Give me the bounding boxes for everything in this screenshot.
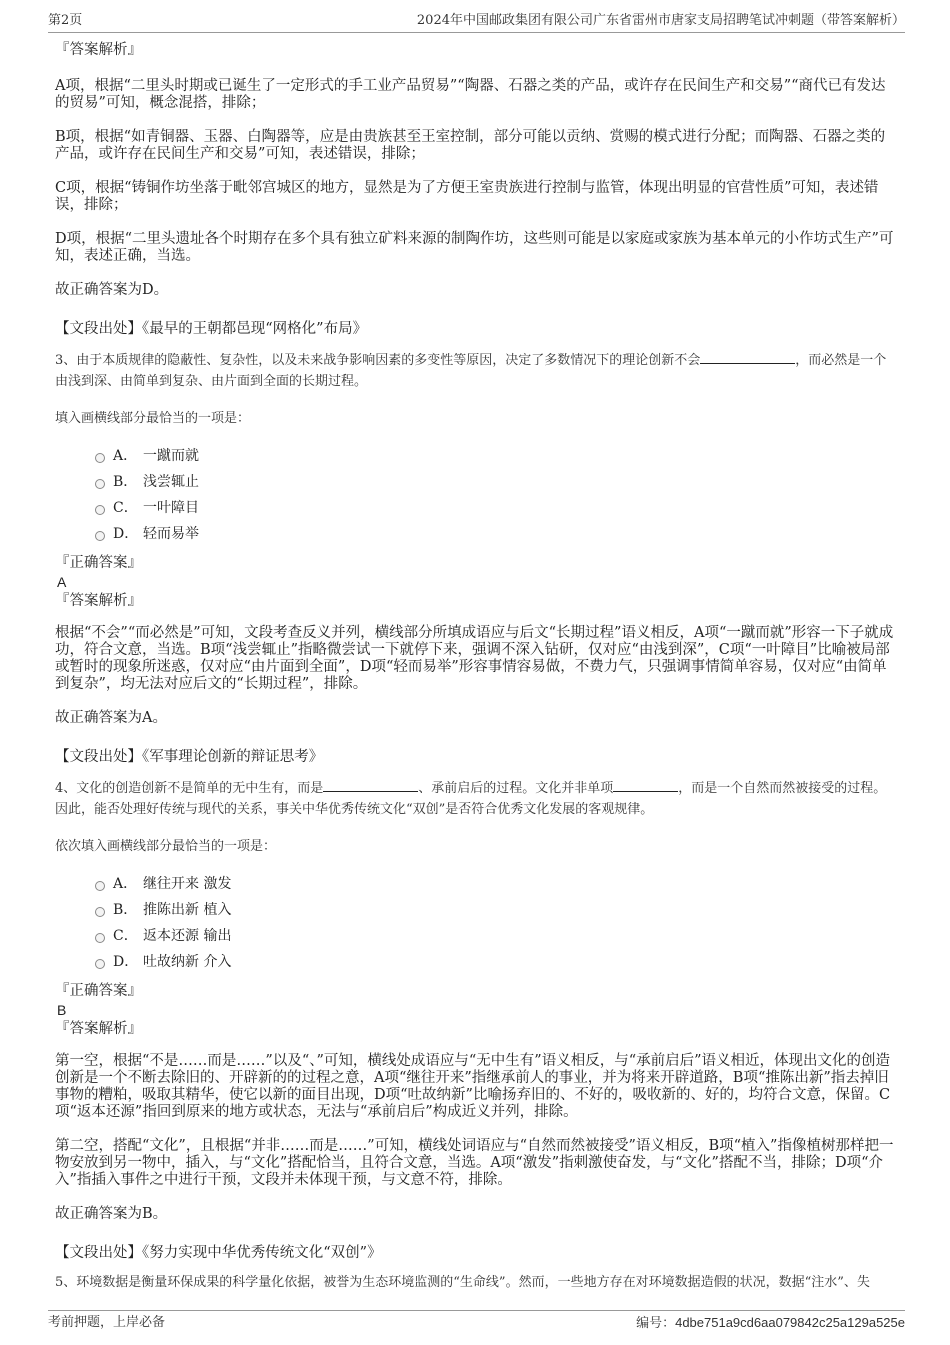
q4-option-b[interactable]: B． 推陈出新 植入 — [95, 897, 895, 923]
footer-slogan: 考前押题，上岸必备 — [48, 1315, 166, 1330]
q2-analysis-label: 『答案解析』 — [55, 42, 142, 58]
q4-correct-label: 『正确答案』 — [55, 983, 142, 999]
q3-conclusion: 故正确答案为A。 — [55, 710, 167, 726]
q4-conclusion: 故正确答案为B。 — [55, 1206, 168, 1222]
radio-button[interactable] — [95, 479, 105, 489]
q3-prompt: 填入画横线部分最恰当的一项是： — [55, 411, 251, 426]
q4-correct-answer: B — [57, 1002, 67, 1018]
q4-options — [95, 871, 895, 975]
document-title: 2024年中国邮政集团有限公司广东省雷州市唐家支局招聘笔试冲刺题（带答案解析） — [416, 13, 905, 28]
page-header — [48, 10, 905, 33]
q3-correct-answer: A — [57, 574, 67, 590]
q4-blank-1 — [323, 779, 418, 792]
q3-correct-label: 『正确答案』 — [55, 555, 142, 571]
page-number: 第2页 — [48, 13, 83, 28]
radio-button[interactable] — [95, 959, 105, 969]
q3-analysis-label: 『答案解析』 — [55, 593, 142, 609]
q4-analysis-1: 第一空，根据“不是……而是……”以及“、”可知，横线处成语应与“无中生有”语义相反，与“承前启后”语义相近，体现出文化的创造创新是一个不断去除旧的、开辟新的的过程之意，A项“继往开来”指继承前人的事业，并为将来开辟道路，B项“推陈出新”指去掉旧事物的糟粕，吸取其精华，使它以新的面目出现，D项“吐故纳新”比喻扬弃旧的、不好的，吸收新的、好的，均符合文意，保留。C项“返本还源”指回到原来的地方或状态，无法与“承前启后”构成近义并列，排除。 — [55, 1053, 891, 1120]
q2-source: 【文段出处】《最早的王朝都邑现“网格化”布局》 — [55, 321, 368, 337]
page-footer — [48, 1310, 905, 1335]
q3-source: 【文段出处】《军事理论创新的辩证思考》 — [55, 749, 324, 765]
q3-option-b[interactable]: B． 浅尝辄止 — [95, 469, 895, 495]
radio-button[interactable] — [95, 933, 105, 943]
q3-analysis: 根据“不会”“而必然是”可知，文段考查反义并列，横线部分所填成语应与后文“长期过程”语义相反，A项“一蹴而就”形容一下子就成功，符合文意，当选。B项“浅尝辄止”指略微尝试一下就停下来，强调不深入钻研，仅对应“由浅到深”，C项“一叶障目”比喻被局部或暂时的现象所迷惑，仅对应“由片面到全面”，D项“轻而易举”形容事情容易做，不费力气，只强调事情简单容易，仅对应“由简单到复杂”，均无法对应后文的“长期过程”，排除。 — [55, 625, 894, 692]
radio-button[interactable] — [95, 881, 105, 891]
q2-analysis-c: C项，根据“铸铜作坊坐落于毗邻宫城区的地方，显然是为了方便王室贵族进行控制与监管，体现出明显的官营性质”可知，表述错误，排除； — [55, 180, 879, 213]
footer-code: 编号：4dbe751a9cd6aa079842c25a129a525e — [636, 1315, 905, 1331]
q2-analysis-a: A项，根据“二里头时期或已诞生了一定形式的手工业产品贸易”“陶器、石器之类的产品，或许存在民间生产和交易”“商代已有发达的贸易”可知，概念混搭，排除； — [55, 78, 886, 111]
radio-button[interactable] — [95, 531, 105, 541]
q3-option-d[interactable]: D． 轻而易举 — [95, 521, 895, 547]
q4-blank-2 — [613, 779, 678, 792]
q4-option-a[interactable]: A． 继往开来 激发 — [95, 871, 895, 897]
q3-stem: 3、由于本质规律的隐蔽性、复杂性，以及未来战争影响因素的多变性等原因，决定了多数情况下的理论创新不会 ，而必然是一个由浅到深、由简单到复杂、由片面到全面的长期过程。 — [55, 353, 887, 389]
radio-button[interactable] — [95, 907, 105, 917]
q2-conclusion: 故正确答案为D。 — [55, 282, 169, 298]
radio-button[interactable] — [95, 505, 105, 515]
q4-analysis-label: 『答案解析』 — [55, 1021, 142, 1037]
q3-option-c[interactable]: C． 一叶障目 — [95, 495, 895, 521]
q3-option-a[interactable]: A． 一蹴而就 — [95, 443, 895, 469]
q3-options — [95, 443, 895, 547]
q4-analysis-2: 第二空，搭配“文化”，且根据“并非……而是……”可知，横线处词语应与“自然而然被接受”语义相反，B项“植入”指像植树那样把一物安放到另一物中，插入，与“文化”搭配恰当，且符合文意，当选。A项“激发”指刺激使奋发，与“文化”搭配不当，排除；D项“介入”指插入事件之中进行干预，文段并未体现干预，与文意不符，排除。 — [55, 1138, 894, 1188]
q4-option-c[interactable]: C． 返本还源 输出 — [95, 923, 895, 949]
q4-stem: 4、文化的创造创新不是简单的无中生有，而是 、承前启后的过程。文化并非单项 ，而是一个自然而然被接受的过程。因此，能否处理好传统与现代的关系，事关中华优秀传统文化“双创”是否符合优秀文化发展的客观规律。 — [55, 781, 887, 817]
q3-blank — [700, 351, 795, 364]
q4-option-d[interactable]: D． 吐故纳新 介入 — [95, 949, 895, 975]
q5-stem: 5、环境数据是衡量环保成果的科学量化依据，被誉为生态环境监测的“生命线”。然而，一些地方存在对环境数据造假的状况，数据“注水”、失 — [55, 1275, 870, 1290]
radio-button[interactable] — [95, 453, 105, 463]
q2-analysis-b: B项，根据“如青铜器、玉器、白陶器等，应是由贵族甚至王室控制，部分可能以贡纳、赏赐的模式进行分配；而陶器、石器之类的产品，或许存在民间生产和交易”可知，表述错误，排除； — [55, 129, 886, 162]
page-content — [55, 40, 895, 1293]
q4-prompt: 依次填入画横线部分最恰当的一项是： — [55, 839, 277, 854]
q4-source: 【文段出处】《努力实现中华优秀传统文化“双创”》 — [55, 1245, 382, 1261]
q2-analysis-d: D项，根据“二里头遗址各个时期存在多个具有独立矿料来源的制陶作坊，这些则可能是以家庭或家族为基本单元的小作坊式生产”可知，表述正确，当选。 — [55, 231, 894, 264]
